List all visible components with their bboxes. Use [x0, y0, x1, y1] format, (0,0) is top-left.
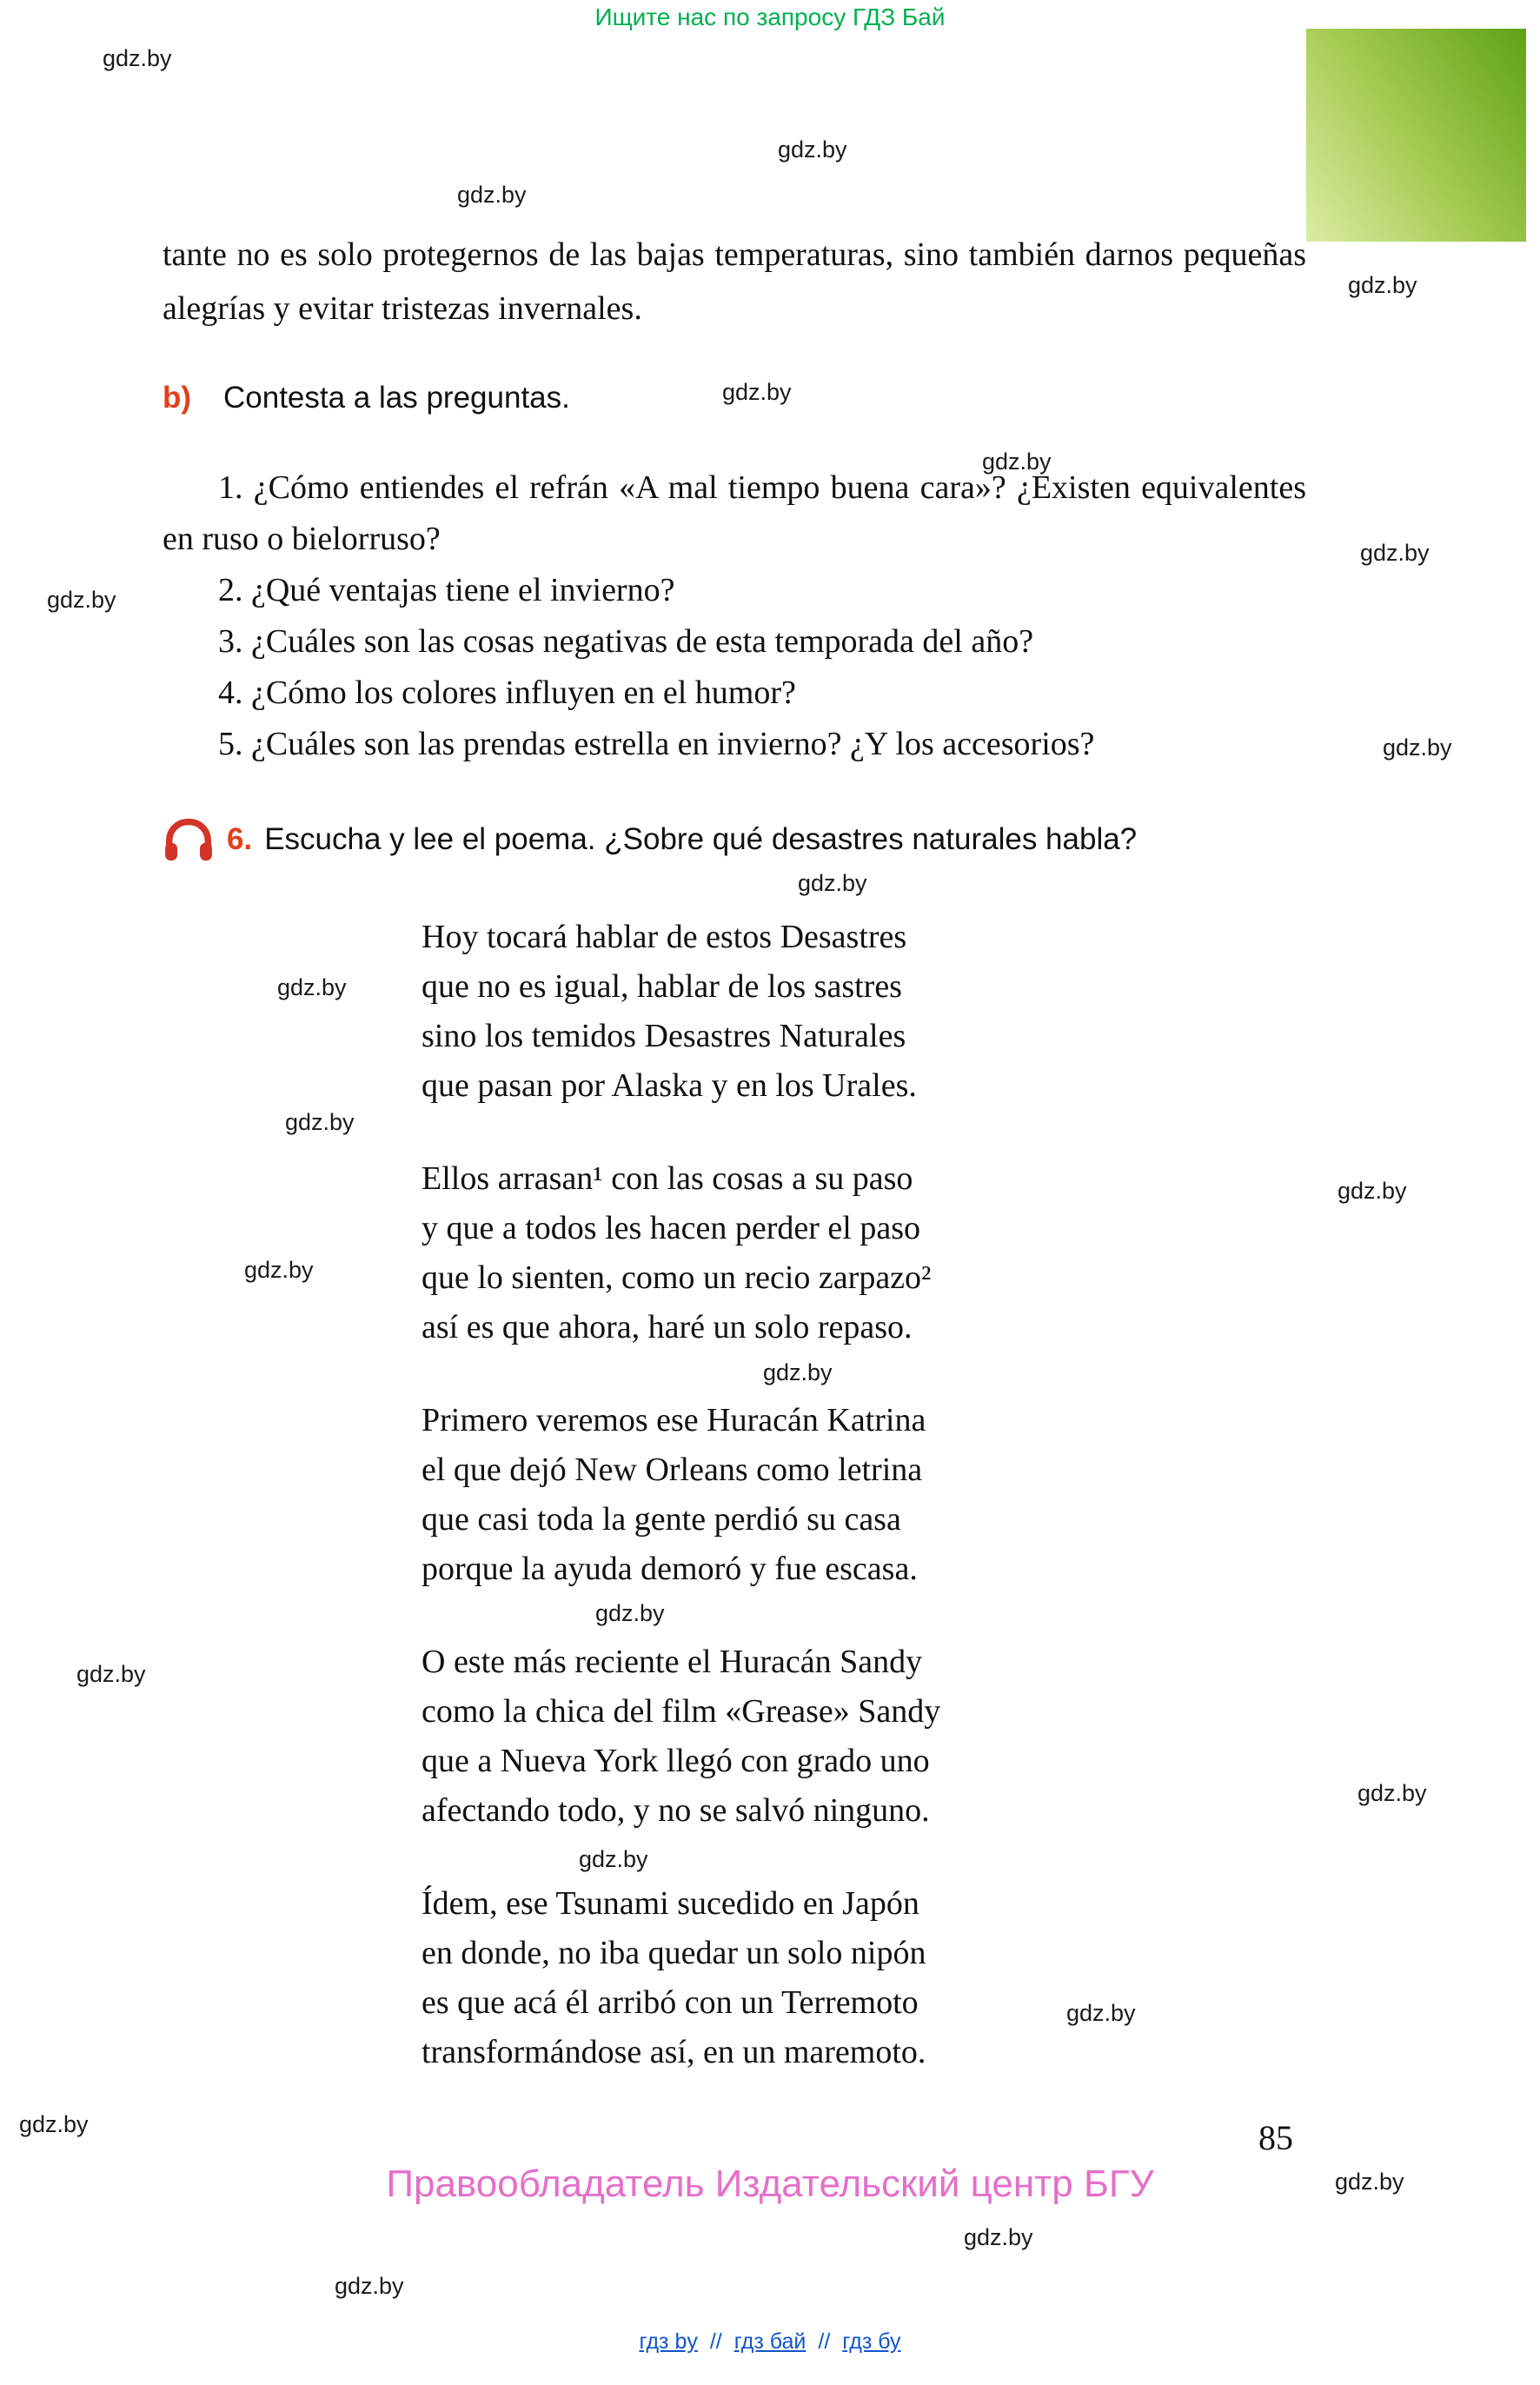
task-b-row	[163, 377, 1306, 419]
gdz-watermark: gdz.by	[1335, 2169, 1404, 2195]
copyright-notice: Правообладатель Издательский центр БГУ	[386, 2162, 1154, 2205]
footer-separator: //	[709, 2329, 722, 2354]
poem-stanza	[422, 1396, 1306, 1594]
gdz-watermark: gdz.by	[1348, 272, 1417, 298]
gdz-watermark: gdz.by	[722, 379, 792, 405]
question-item: 5. ¿Cuáles son las prendas estrella en invierno? ¿Y los accesorios?	[218, 726, 1095, 762]
poem-line: transformándose así, en un maremoto.	[422, 2034, 926, 2070]
poem-line: el que dejó New Orleans como letrina	[422, 1452, 923, 1488]
poem-stanza	[422, 1638, 1306, 1836]
poem-line: que pasan por Alaska y en los Urales.	[422, 1067, 917, 1104]
poem-stanza	[422, 1879, 1306, 2077]
poem-line: afectando todo, y no se salvó ninguno.	[422, 1792, 930, 1829]
gdz-watermark: gdz.by	[457, 182, 527, 208]
gdz-watermark: gdz.by	[76, 1661, 146, 1687]
task-b-label: b)	[163, 381, 192, 415]
gdz-watermark: gdz.by	[595, 1600, 665, 1626]
poem-line: O este más reciente el Huracán Sandy	[422, 1644, 923, 1680]
intro-paragraph: tante no es solo protegernos de las bajas temperaturas, sino también darnos pequeñas alegrías y evitar tristezas invernales.	[163, 236, 1306, 327]
task-6-instruction: Escucha y lee el poema. ¿Sobre qué desastres naturales habla?	[264, 822, 1138, 856]
gdz-watermark: gdz.by	[579, 1846, 648, 1872]
poem-line: en donde, no iba quedar un solo nipón	[422, 1935, 926, 1971]
poem-stanza	[422, 1154, 1306, 1352]
gdz-watermark: gdz.by	[244, 1257, 314, 1283]
gdz-watermark: gdz.by	[1360, 540, 1430, 566]
footer-link-gdz-bai[interactable]: гдз бай	[733, 2329, 807, 2354]
poem-line: sino los temidos Desastres Naturales	[422, 1018, 906, 1054]
poem-line: Primero veremos ese Huracán Katrina	[422, 1402, 926, 1438]
poem-line: que no es igual, hablar de los sastres	[422, 968, 902, 1005]
task-6-number: 6.	[227, 822, 253, 856]
poem-line: y que a todos les hacen perder el paso	[422, 1210, 921, 1246]
poem	[422, 913, 1306, 2077]
gdz-watermark: gdz.by	[103, 45, 172, 71]
gdz-watermark: gdz.by	[1357, 1780, 1427, 1806]
gdz-watermark: gdz.by	[277, 974, 347, 1000]
gdz-watermark: gdz.by	[1383, 734, 1452, 761]
poem-line: que lo sienten, como un recio zarpazo²	[422, 1259, 932, 1296]
gdz-watermark: gdz.by	[778, 136, 847, 163]
green-gradient-decoration	[1306, 29, 1526, 242]
gdz-watermark: gdz.by	[982, 448, 1052, 475]
question-item: 2. ¿Qué ventajas tiene el invierno?	[218, 572, 675, 608]
gdz-watermark: gdz.by	[47, 587, 116, 613]
gdz-watermark: gdz.by	[1338, 1178, 1407, 1204]
poem-line: es que acá él arribó con un Terremoto	[422, 1984, 919, 2021]
task-6-row	[163, 817, 1306, 862]
footer-links	[0, 2329, 1540, 2355]
poem-line: como la chica del film «Grease» Sandy	[422, 1693, 941, 1730]
headphones-icon	[163, 817, 215, 862]
footer-link-gdz-by[interactable]: гдз by	[639, 2329, 698, 2354]
page-number: 85	[1258, 2118, 1293, 2157]
gdz-watermark: gdz.by	[285, 1109, 355, 1135]
gdz-watermark: gdz.by	[19, 2111, 89, 2137]
gdz-watermark: gdz.by	[1066, 2000, 1136, 2026]
poem-line: Ídem, ese Tsunami sucedido en Japón	[422, 1885, 919, 1922]
poem-stanza	[422, 913, 1306, 1111]
poem-line: que casi toda la gente perdió su casa	[422, 1501, 901, 1538]
question-item: 3. ¿Cuáles son las cosas negativas de esta temporada del año?	[218, 623, 1034, 660]
page-content	[163, 0, 1306, 2121]
question-item: 4. ¿Cómo los colores influyen en el humor?	[218, 674, 796, 711]
poem-line: que a Nueva York llegó con grado uno	[422, 1743, 930, 1779]
poem-line: porque la ayuda demoró y fue escasa.	[422, 1551, 918, 1587]
footer-separator: //	[818, 2329, 831, 2354]
question-list	[163, 462, 1306, 770]
task-b-instruction: Contesta a las preguntas.	[223, 381, 570, 415]
question-item: 1. ¿Cómo entiendes el refrán «A mal tiempo buena cara»? ¿Existen equivalentes en ruso o bielorruso?	[163, 469, 1306, 557]
top-banner: Ищите нас по запросу ГДЗ Бай	[594, 3, 946, 30]
footer-link-gdz-bu[interactable]: гдз бу	[842, 2329, 901, 2354]
gdz-watermark: gdz.by	[335, 2273, 404, 2299]
gdz-watermark: gdz.by	[798, 870, 867, 896]
poem-line: Hoy tocará hablar de estos Desastres	[422, 919, 907, 955]
gdz-watermark: gdz.by	[763, 1359, 833, 1385]
gdz-watermark: gdz.by	[964, 2224, 1033, 2250]
poem-line: Ellos arrasan¹ con las cosas a su paso	[422, 1160, 913, 1197]
poem-line: así es que ahora, haré un solo repaso.	[422, 1309, 913, 1345]
